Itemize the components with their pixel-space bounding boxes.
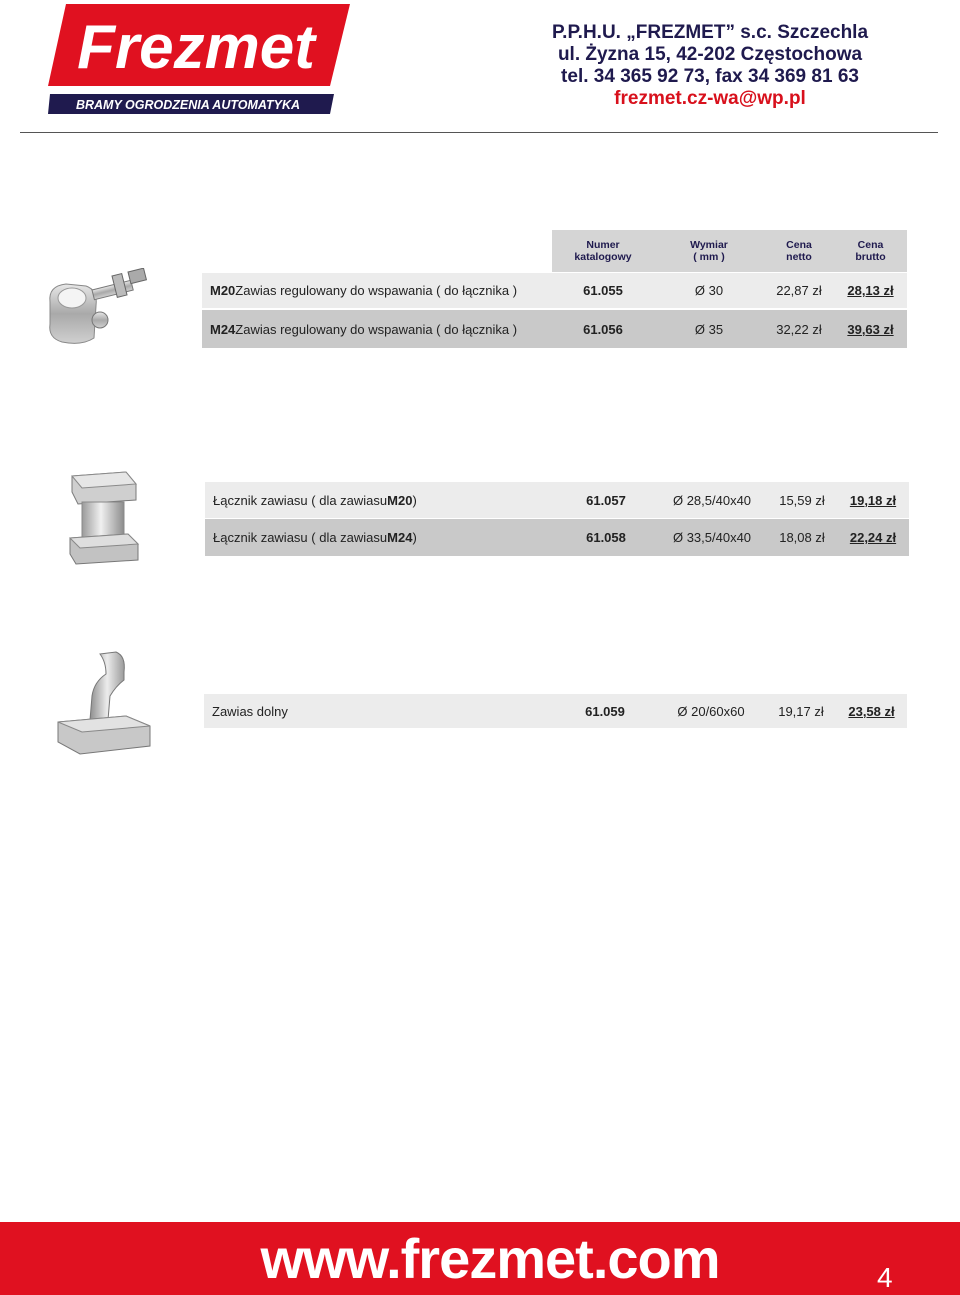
- row-dimension: Ø 35: [694, 321, 724, 337]
- header-divider: [20, 132, 938, 133]
- bottom-hinge-image: [54, 650, 154, 755]
- row-price-brutto: 23,58 zł: [848, 703, 895, 719]
- frezmet-logo: [48, 4, 350, 116]
- row-description: M24 Zawias regulowany do wspawania ( do łącznika ): [210, 321, 518, 337]
- row-price-brutto: 22,24 zł: [849, 530, 897, 545]
- col-numer: Numer katalogowy: [574, 239, 632, 263]
- row-code: 61.059: [585, 703, 625, 719]
- product-table-hinges: [202, 230, 907, 348]
- table-row[interactable]: [202, 273, 907, 308]
- row-dimension: Ø 28,5/40x40: [672, 492, 752, 508]
- table-header: [552, 230, 907, 272]
- table-row[interactable]: [205, 482, 909, 518]
- row-price-brutto: 28,13 zł: [847, 283, 894, 298]
- company-info: [520, 22, 900, 110]
- row-price-netto: 22,87 zł: [776, 283, 822, 298]
- row-code: 61.055: [583, 283, 623, 298]
- table-row[interactable]: [202, 310, 907, 348]
- row-price-netto: 32,22 zł: [776, 321, 822, 337]
- company-phone: tel. 34 365 92 73, fax 34 369 81 63: [561, 66, 859, 87]
- col-brutto: Cena brutto: [855, 239, 886, 263]
- row-code: 61.056: [583, 321, 623, 337]
- footer-bar: [0, 1222, 960, 1295]
- row-description: M20 Zawias regulowany do wspawania ( do łącznika ): [210, 283, 518, 298]
- table-row[interactable]: [205, 519, 909, 556]
- row-dimension: Ø 30: [694, 283, 724, 298]
- row-price-netto: 18,08 zł: [779, 530, 825, 545]
- svg-text:BRAMY OGRODZENIA AUTOMATYKA: BRAMY OGRODZENIA AUTOMATYKA: [75, 98, 301, 112]
- row-code: 61.058: [586, 530, 626, 545]
- row-code: 61.057: [586, 492, 626, 508]
- hinge-connector-image: [64, 470, 144, 565]
- row-price-brutto: 39,63 zł: [847, 321, 894, 337]
- col-netto: Cena netto: [786, 239, 812, 263]
- row-description: Łącznik zawiasu ( dla zawiasu M24 ): [213, 530, 417, 545]
- table-row[interactable]: [204, 694, 907, 728]
- row-dimension: Ø 20/60x60: [677, 703, 745, 719]
- product-table-bottom-hinge: [204, 694, 907, 728]
- col-wymiar: Wymiar ( mm ): [690, 239, 728, 263]
- company-name: P.P.H.U. „FREZMET” s.c. Szczechla: [551, 22, 869, 43]
- svg-text:Frezmet: Frezmet: [77, 13, 315, 82]
- page-number: 4: [877, 1262, 893, 1293]
- company-email[interactable]: frezmet.cz-wa@wp.pl: [614, 88, 806, 109]
- row-price-brutto: 19,18 zł: [849, 492, 897, 508]
- row-description: Łącznik zawiasu ( dla zawiasu M20 ): [213, 492, 417, 508]
- row-price-netto: 19,17 zł: [778, 703, 824, 719]
- row-dimension: Ø 33,5/40x40: [672, 530, 752, 545]
- adjustable-hinge-image: [42, 268, 152, 348]
- row-price-netto: 15,59 zł: [779, 492, 825, 508]
- company-address: ul. Żyzna 15, 42-202 Częstochowa: [557, 44, 863, 65]
- website-link[interactable]: www.frezmet.com: [260, 1227, 720, 1290]
- product-table-connectors: [205, 482, 909, 556]
- row-description: Zawias dolny: [212, 703, 288, 719]
